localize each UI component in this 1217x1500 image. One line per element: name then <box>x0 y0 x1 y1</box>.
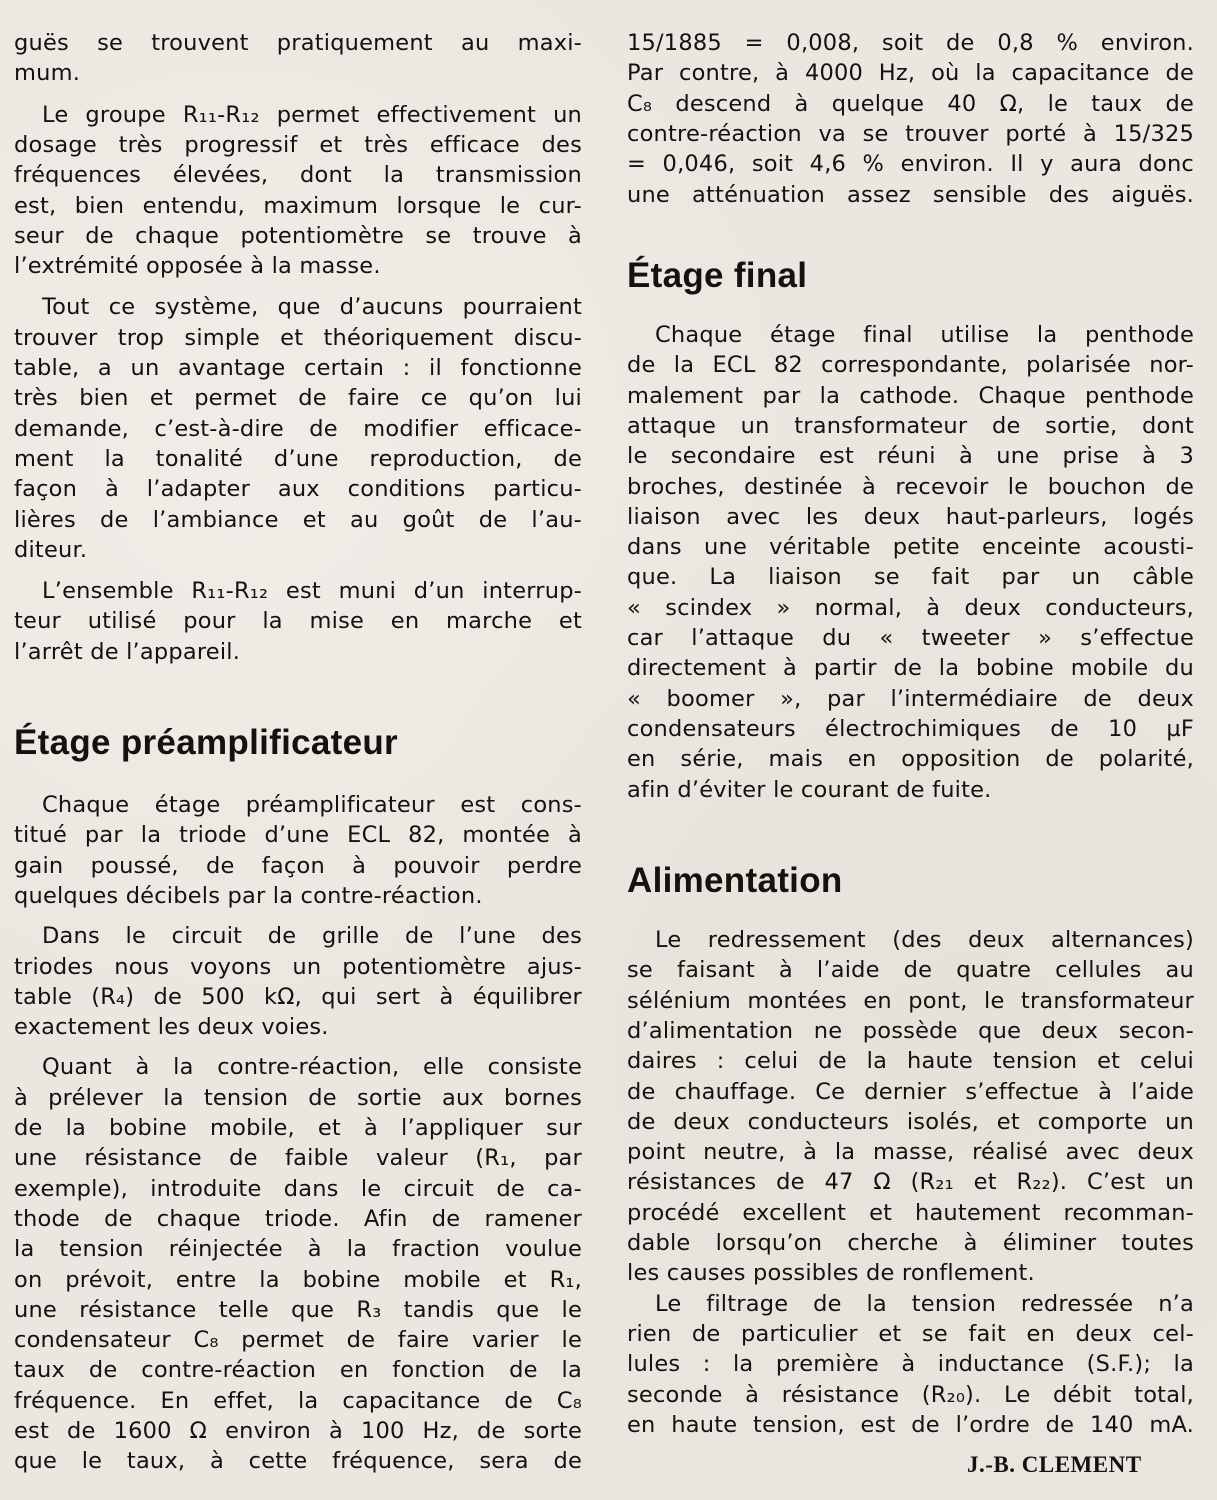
text-line: à prélever la tension de sortie aux bornes <box>14 1084 582 1111</box>
text-line: est, bien entendu, maximum lorsque le cur- <box>14 192 582 219</box>
text-line: thode de chaque triode. Afin de ramener <box>14 1205 582 1232</box>
text-line: que. La liaison se fait par un câble <box>627 564 1194 591</box>
text-line: résistances de 47 Ω (R₂₁ et R₂₂). C’est un <box>627 1169 1194 1196</box>
text-line: teur utilisé pour la mise en marche et <box>14 608 582 635</box>
text-line: demande, c’est-à-dire de modifier efficace- <box>14 415 582 442</box>
text-line: se faisant à l’aide de quatre cellules au <box>627 957 1194 984</box>
text-line: attaque un transformateur de sortie, dont <box>627 412 1194 439</box>
text-line: Chaque étage final utilise la penthode <box>655 322 1194 348</box>
text-line: liaison avec les deux haut-parleurs, logés <box>627 503 1194 530</box>
text-line: très bien et permet de faire ce qu’on lui <box>14 385 582 412</box>
text-line: exactement les deux voies. <box>14 1014 329 1041</box>
text-line: d’alimentation ne possède que deux secon- <box>627 1017 1194 1044</box>
text-line: en série, mais en opposition de polarité, <box>627 746 1194 773</box>
text-line: = 0,046, soit 4,6 % environ. Il y aura donc <box>627 151 1194 178</box>
text-line: Dans le circuit de grille de l’une des <box>42 923 582 950</box>
text-line: afin d’éviter le courant de fuite. <box>627 776 992 803</box>
text-line: contre-réaction va se trouver porté à 15/325 <box>627 120 1194 147</box>
text-line: lières de l’ambiance et au goût de l’au- <box>14 506 582 533</box>
text-line: seconde à résistance (R₂₀). Le débit total, <box>627 1381 1194 1408</box>
text-line: triodes nous voyons un potentiomètre ajus- <box>14 953 582 980</box>
text-line: Le redressement (des deux alternances) <box>655 927 1194 953</box>
text-line: une résistance de faible valeur (R₁, par <box>14 1145 582 1172</box>
text-line: Le groupe R₁₁-R₁₂ permet effectivement un <box>42 101 582 128</box>
text-line: dans une véritable petite enceinte acousti- <box>627 534 1194 561</box>
text-line: est de 1600 Ω environ à 100 Hz, de sorte <box>14 1418 582 1444</box>
text-line: façon à l’adapter aux conditions particu- <box>14 476 582 503</box>
text-line: on prévoit, entre la bobine mobile et R₁, <box>14 1266 582 1293</box>
text-line: car l’attaque du « tweeter » s’effectue <box>627 625 1194 651</box>
text-line: sélénium montées en pont, le transformateur <box>627 987 1194 1014</box>
text-line: lules : la première à inductance (S.F.); la <box>627 1351 1194 1378</box>
text-line: l’extrémité opposée à la masse. <box>14 253 381 280</box>
text-line: dable lorsqu’on cherche à éliminer toutes <box>627 1230 1194 1256</box>
text-line: trouver trop simple et théoriquement discu- <box>14 324 582 351</box>
text-line: Chaque étage préamplificateur est cons- <box>42 792 582 818</box>
text-line: Quant à la contre-réaction, elle consiste <box>42 1054 582 1081</box>
text-line: ment la tonalité d’une reproduction, de <box>14 445 582 472</box>
text-line: diteur. <box>14 536 88 563</box>
text-line: l’arrêt de l’appareil. <box>14 638 241 665</box>
text-line: directement à partir de la bobine mobile du <box>627 655 1194 682</box>
text-line: point neutre, à la masse, réalisé avec deux <box>627 1139 1194 1166</box>
text-line: de chauffage. Ce dernier s’effectue à l’aide <box>627 1078 1194 1105</box>
text-line: C₈ descend à quelque 40 Ω, le taux de <box>627 90 1194 117</box>
text-line: titué par la triode d’une ECL 82, montée à <box>14 822 582 849</box>
text-line: guës se trouvent pratiquement au maxi- <box>14 30 582 56</box>
text-line: « boomer », par l’intermédiaire de deux <box>627 685 1194 712</box>
text-line: fréquences élevées, dont la transmission <box>14 162 582 189</box>
text-line: le secondaire est réuni à une prise à 3 <box>627 443 1194 470</box>
text-line: mum. <box>14 60 81 87</box>
text-line: quelques décibels par la contre-réaction. <box>14 882 483 909</box>
author-signature: J.-B. CLEMENT <box>967 1452 1142 1477</box>
text-line: Par contre, à 4000 Hz, où la capacitance de <box>627 60 1194 87</box>
text-line: broches, destinée à recevoir le bouchon de <box>627 473 1194 500</box>
text-line: Tout ce système, que d’aucuns pourraient <box>42 294 582 321</box>
text-line: exemple), introduite dans le circuit de ca- <box>14 1175 582 1202</box>
text-line: daires : celui de la haute tension et celui <box>627 1048 1194 1075</box>
heading-etage-preamplificateur: Étage préamplificateur <box>14 723 398 762</box>
text-line: une atténuation assez sensible des aiguës. <box>627 181 1194 208</box>
heading-alimentation: Alimentation <box>627 861 843 900</box>
text-line: de deux conducteurs isolés, et comporte un <box>627 1108 1194 1135</box>
text-line: Le filtrage de la tension redressée n’a <box>655 1290 1194 1317</box>
text-line: seur de chaque potentiomètre se trouve à <box>14 222 582 249</box>
text-line: que le taux, à cette fréquence, sera de <box>14 1448 582 1475</box>
text-line: en haute tension, est de l’ordre de 140 mA. <box>627 1411 1194 1438</box>
heading-etage-final: Étage final <box>627 256 808 295</box>
text-line: taux de contre-réaction en fonction de la <box>14 1357 582 1384</box>
text-line: condensateur C₈ permet de faire varier le <box>14 1327 582 1354</box>
text-line: « scindex » normal, à deux conducteurs, <box>627 594 1194 621</box>
text-line: la tension réinjectée à la fraction voulue <box>14 1236 582 1263</box>
text-line: table, a un avantage certain : il fonctionne <box>14 355 582 381</box>
text-line: les causes possibles de ronflement. <box>627 1260 1035 1287</box>
text-line: gain poussé, de façon à pouvoir perdre <box>14 852 582 879</box>
text-line: malement par la cathode. Chaque penthode <box>627 382 1194 409</box>
text-line: 15/1885 = 0,008, soit de 0,8 % environ. <box>627 30 1194 56</box>
text-line: L’ensemble R₁₁-R₁₂ est muni d’un interrup- <box>42 578 582 605</box>
text-line: rien de particulier et se fait en deux cel- <box>627 1320 1194 1347</box>
text-line: table (R₄) de 500 kΩ, qui sert à équilibrer <box>14 983 582 1010</box>
text-line: de la bobine mobile, et à l’appliquer sur <box>14 1115 582 1141</box>
text-line: de la ECL 82 correspondante, polarisée nor- <box>627 352 1194 379</box>
text-line: procédé excellent et hautement recomman- <box>627 1199 1194 1226</box>
text-line: dosage très progressif et très efficace des <box>14 131 582 158</box>
text-line: condensateurs électrochimiques de 10 µF <box>627 715 1194 742</box>
text-line: fréquence. En effet, la capacitance de C₈ <box>14 1387 582 1414</box>
text-line: une résistance telle que R₃ tandis que le <box>14 1296 582 1323</box>
